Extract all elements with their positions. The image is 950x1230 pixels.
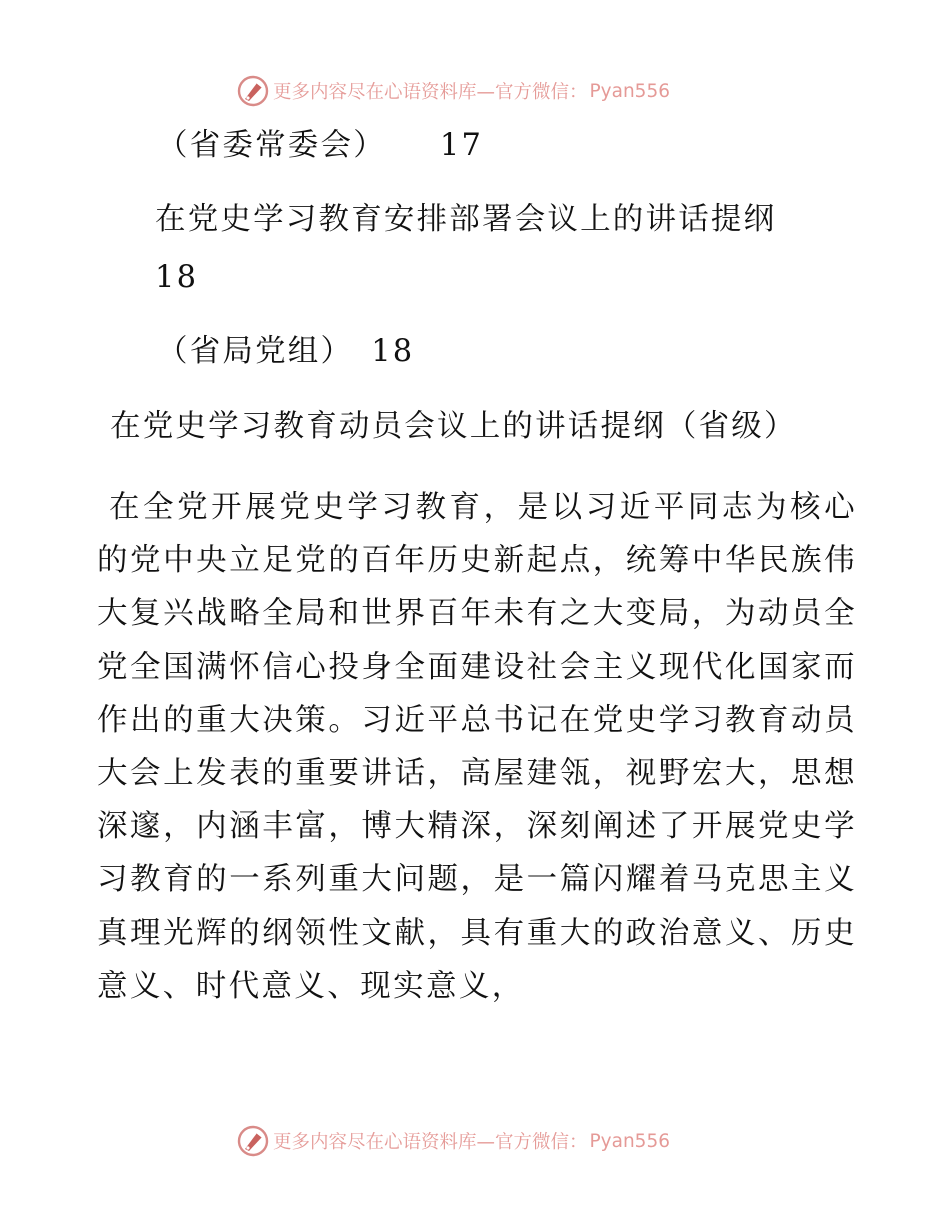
toc-entry-page: 18 xyxy=(155,260,199,295)
toc-entry-title: 在党史学习教育安排部署会议上的讲话提纲 xyxy=(155,202,777,237)
pen-nib-logo-icon xyxy=(236,1124,270,1158)
watermark-text: 更多内容尽在心语资料库—官方微信： xyxy=(273,82,588,103)
section-heading: 在党史学习教育动员会议上的讲话提纲（省级） xyxy=(110,409,797,444)
toc-entry-title: （省局党组） xyxy=(157,334,354,369)
watermark-contact: Pyan556 xyxy=(589,80,670,102)
watermark-contact: Pyan556 xyxy=(589,1130,670,1152)
toc-entry xyxy=(157,332,414,372)
header-watermark xyxy=(236,71,670,111)
toc-entry-title: （省委常委会） xyxy=(157,128,386,163)
toc-entry-page: 17 xyxy=(439,128,484,163)
pen-nib-logo-icon xyxy=(236,74,270,108)
toc-entry xyxy=(157,126,483,166)
watermark-text: 更多内容尽在心语资料库—官方微信： xyxy=(273,1132,588,1153)
footer-watermark xyxy=(236,1121,670,1161)
body-paragraph: 在全党开展党史学习教育，是以习近平同志为核心的党中央立足党的百年历史新起点，统筹中华民族伟大复兴战略全局和世界百年未有之大变局，为动员全党全国满怀信心投身全面建设社会主义现代化国家而作出的重大决策。习近平总书记在党史学习教育动员大会上发表的重要讲话，高屋建瓴，视野宏大，思想深邃，内涵丰富，博大精深，深刻阐述了开展党史学习教育的一系列重大问题，是一篇闪耀着马克思主义真理光辉的纲领性文献，具有重大的政治意义、历史意义、时代意义、现实意义， xyxy=(97,490,857,1004)
toc-entry-page: 18 xyxy=(371,334,415,369)
